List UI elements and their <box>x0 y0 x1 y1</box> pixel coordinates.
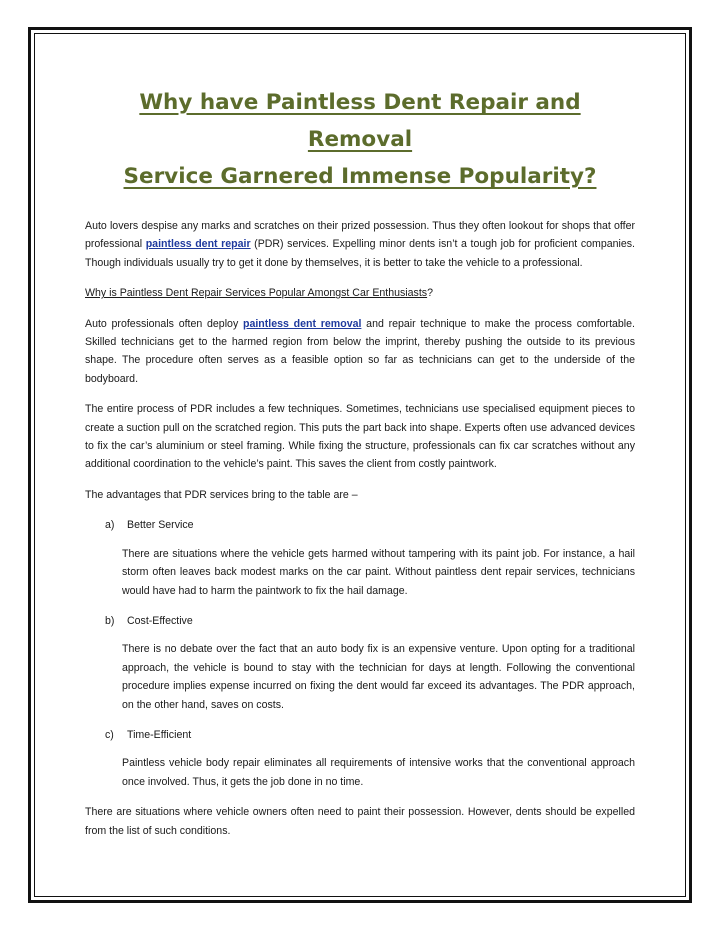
title-line-2: Service Garnered Immense Popularity? <box>123 164 597 189</box>
advantage-title: Better Service <box>127 519 194 532</box>
technique-text-a: Auto professionals often deploy <box>85 317 243 330</box>
paintless-dent-removal-link[interactable]: paintless dent removal <box>243 317 362 330</box>
paintless-dent-repair-link[interactable]: paintless dent repair <box>145 238 251 251</box>
advantage-body: Paintless vehicle body repair eliminates all requirements of intensive works that the conventional approach once involved. Thus, it gets the job done in no time. <box>122 757 635 788</box>
technique-paragraph <box>85 315 635 389</box>
list-marker: c) <box>105 728 114 741</box>
advantage-heading <box>105 612 635 630</box>
advantage-body: There is no debate over the fact that an auto body fix is an expensive venture. Upon opting for a traditional approach, the vehicle is bound to stay with the technician for days at length. Following the conventional procedure implies expense incurred on fixing the dent would far exceed its advantages. The PDR approach, on the other hand, saves on costs. <box>122 643 635 711</box>
advantage-item <box>85 726 635 791</box>
subheading-suffix: ? <box>427 287 433 300</box>
process-paragraph: The entire process of PDR includes a few techniques. Sometimes, technicians use specialised equipment pieces to create a suction pull on the scratched region. This puts the part back into shape. Experts often use advanced devices to fix the car’s aluminium or steel framing. While fixing the structure, professionals can fix car scratches without any additional coordination to the vehicle’s paint. This saves the client from costly paintwork. <box>85 403 635 471</box>
list-marker: b) <box>105 614 115 627</box>
intro-text-b: (PDR) services. Expelling minor dents isn’t a tough job for proficient companies. Though individuals usually try to get it done by themselves, it is better to take the vehicle to a professional. <box>85 238 635 269</box>
advantage-title: Cost-Effective <box>127 614 193 627</box>
advantage-heading <box>105 516 635 534</box>
title-line-1: Why have Paintless Dent Repair and Removal <box>139 90 581 152</box>
advantage-item <box>85 612 635 714</box>
technique-text-b: and repair technique to make the process comfortable. Skilled technicians get to the harmed region from below the imprint, thereby pushing the outside to its previous shape. The procedure often serves as a feasible option so far as technicians can get to the underside of the bodyboard. <box>85 317 635 385</box>
intro-paragraph <box>85 217 635 272</box>
advantage-item <box>85 516 635 600</box>
advantage-body: There are situations where the vehicle gets harmed without tampering with its paint job. For instance, a hail storm often leaves back modest marks on the car paint. Without paintless dent repair services, technicians would have had to harm the paintwork to fix the hail damage. <box>122 547 635 597</box>
advantages-intro: The advantages that PDR services bring to the table are – <box>85 488 358 501</box>
closing-paragraph: There are situations where vehicle owners often need to paint their possession. However, dents should be expelled from the list of such conditions. <box>85 806 635 837</box>
subheading-text: Why is Paintless Dent Repair Services Popular Amongst Car Enthusiasts <box>85 287 428 300</box>
advantage-heading <box>105 726 635 744</box>
intro-text-a: Auto lovers despise any marks and scratches on their prized possession. Thus they often lookout for shops that offer professional <box>85 220 635 251</box>
page-title <box>85 84 635 195</box>
advantage-title: Time-Efficient <box>127 728 192 741</box>
document-content <box>85 84 635 852</box>
list-marker: a) <box>105 519 115 532</box>
subheading-paragraph <box>85 284 635 302</box>
